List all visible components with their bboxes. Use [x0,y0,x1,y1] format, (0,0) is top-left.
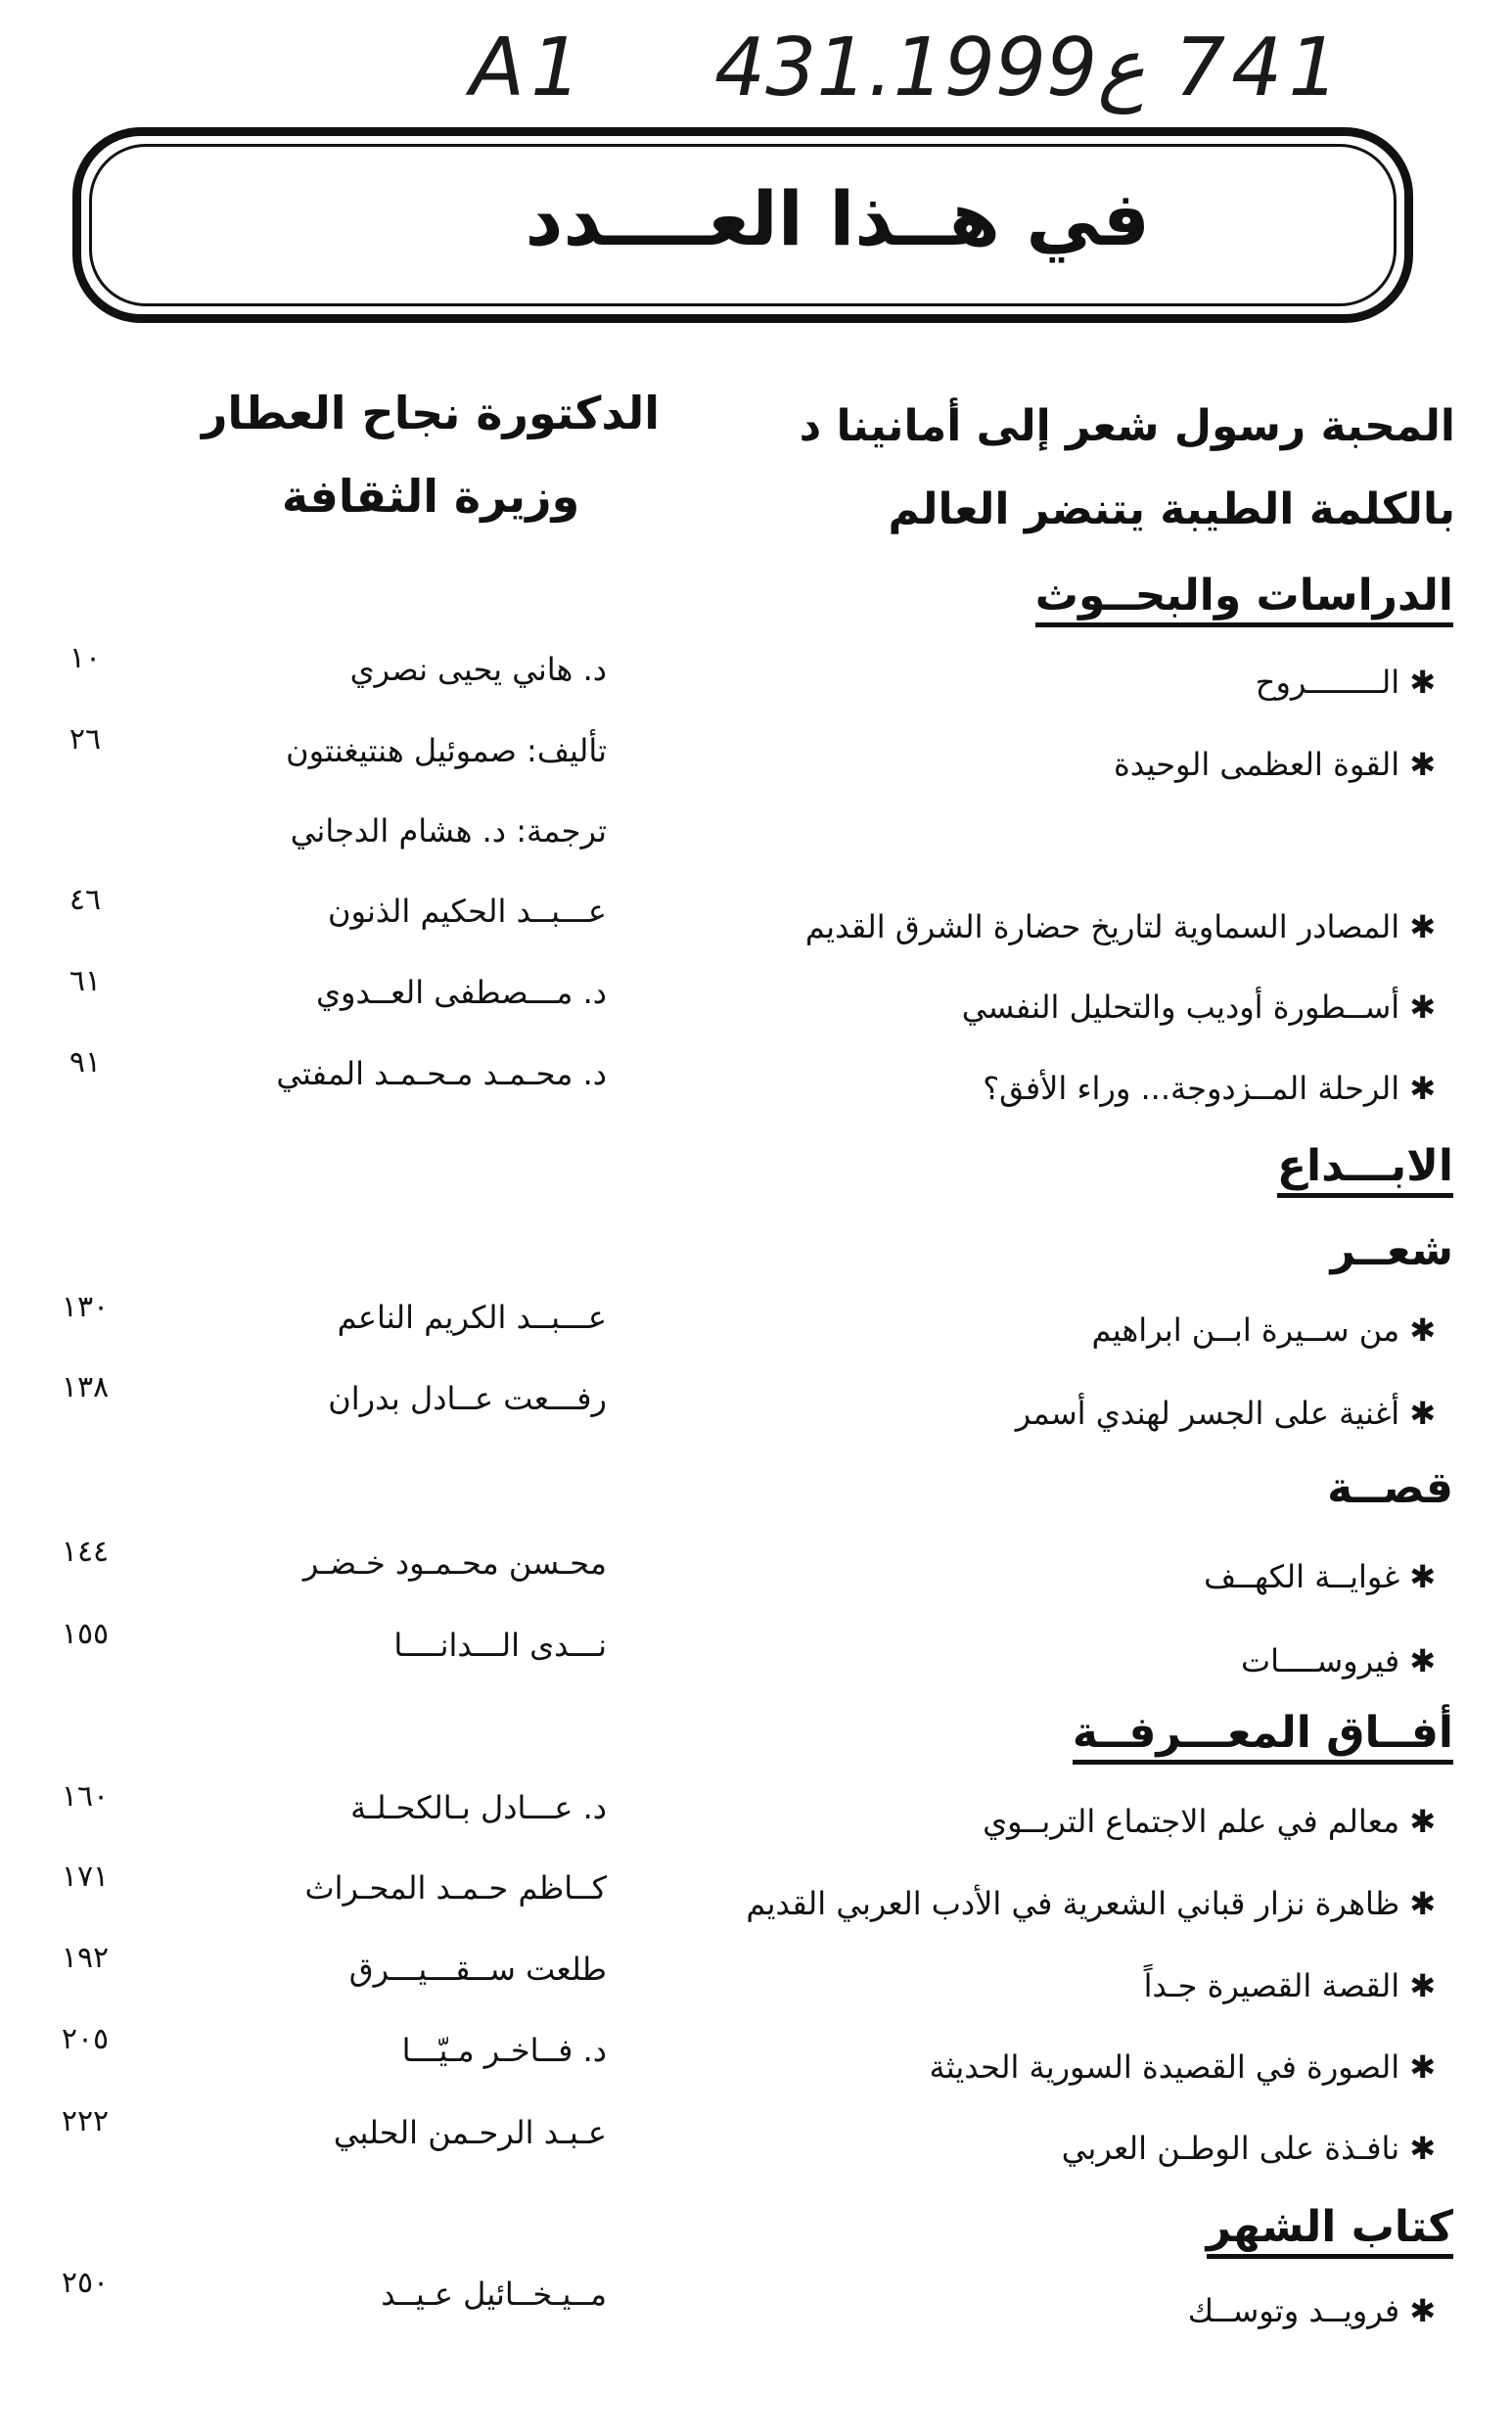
section-studies: الدراسات والبحــوث [1035,571,1453,627]
bullet-star-icon: ✱ [1409,2048,1436,2086]
entry-title-10 [1241,1642,1436,1679]
entry-author-2: تأليف: صموئيل هنتيغنتون [286,732,607,769]
entry-author-3: ترجمة: د. هشام الدجاني [290,812,607,850]
entry-title-5 [962,988,1436,1026]
entry-title-text: القوة العظمى الوحيدة [1114,746,1400,783]
handwritten-code-part-2: 431.ع1999 [714,22,1146,115]
entry-author-6: د. محـمـد مـحـمـد المفتي [276,1055,607,1092]
handwritten-catalog-code [470,22,1351,129]
bullet-star-icon: ✱ [1409,1803,1436,1840]
entry-title-4 [805,908,1436,945]
bullet-star-icon: ✱ [1409,988,1436,1026]
entry-author-15: عـبـد الرحـمن الحلبي [333,2114,607,2151]
entry-author-7: عـــبــد الكريم الناعم [337,1299,607,1336]
entry-author-14: د. فــاخـر مـيّـــا [401,2032,607,2069]
entry-title-2 [1114,746,1436,783]
section-creativity: الابـــداع [1277,1141,1453,1198]
entry-title-text: الصورة في القصيدة السورية الحديثة [929,2048,1400,2086]
entry-page-2: ٢٦ [69,722,102,757]
intro-line-2: بالكلمة الطيبة يتنضر العالم [888,484,1455,534]
entry-title-text: معالم في علم الاجتماع التربــوي [983,1803,1400,1840]
entry-title-12 [746,1885,1436,1922]
entry-title-text: فرويــد وتوســك [1187,2292,1400,2329]
bullet-star-icon: ✱ [1409,1967,1436,2004]
entry-page-1: ١٠ [69,641,102,675]
entry-page-12: ١٧١ [61,1860,110,1894]
entry-page-10: ١٥٥ [61,1617,110,1651]
entry-title-16 [1188,2292,1436,2329]
entry-page-5: ٦١ [69,964,102,998]
section-book-of-month: كتاب الشهر [1207,2202,1453,2259]
handwritten-code-part-3: 741 [1174,22,1346,115]
entry-author-5: د. مـــصطفى العــدوي [315,974,607,1011]
entry-title-text: من ســيرة ابــن ابراهيم [1091,1311,1400,1349]
entry-page-8: ١٣٨ [61,1370,110,1404]
entry-title-6 [983,1070,1436,1107]
entry-title-13 [1144,1967,1436,2004]
section-knowledge: أفــاق المعـــرفــة [1073,1708,1453,1765]
entry-title-text: أغنية على الجسر لهندي أسمر [1015,1395,1400,1432]
entry-author-12: كــاظم حـمـد المحـراث [304,1869,607,1907]
entry-title-7 [1091,1311,1436,1349]
page-title: في هــذا العــــدد [525,175,1150,262]
handwritten-code-part-1: A1 [470,22,588,115]
bullet-star-icon: ✱ [1409,1642,1436,1679]
intro-line-1: المحبة رسول شعر إلى أمانينا د [799,401,1455,451]
entry-author-16: مــيـخــائيل عـيــد [381,2275,607,2313]
entry-page-7: ١٣٠ [61,1290,110,1324]
minister-name: الدكتورة نجاح العطار [201,387,661,439]
entry-page-11: ١٦٠ [61,1779,110,1814]
entry-title-text: الرحلة المــزدوجة... وراء الأفق؟ [983,1070,1400,1107]
entry-title-text: الــــــــروح [1255,664,1400,701]
entry-page-15: ٢٢٢ [61,2104,110,2138]
entry-title-text: فيروســــات [1240,1642,1400,1679]
entry-title-11 [983,1803,1436,1840]
section-story: قصــة [1327,1463,1453,1513]
entry-title-9 [1204,1558,1436,1595]
bullet-star-icon: ✱ [1409,2130,1436,2167]
bullet-star-icon: ✱ [1409,1558,1436,1595]
entry-author-4: عـــبــد الحكيم الذنون [327,893,607,930]
bullet-star-icon: ✱ [1409,2292,1436,2329]
entry-page-13: ١٩٢ [61,1941,110,1975]
bullet-star-icon: ✱ [1409,1885,1436,1922]
header-title-box [72,127,1413,323]
entry-author-8: رفـــعت عــادل بدران [328,1380,607,1417]
entry-title-1 [1256,664,1436,701]
entry-page-14: ٢٠٥ [61,2022,110,2056]
entry-title-text: نافـذة على الوطـن العربي [1061,2130,1400,2167]
entry-title-text: القصة القصيرة جـداً [1143,1967,1400,2004]
entry-title-text: المصادر السماوية لتاريخ حضارة الشرق القديم [804,908,1400,945]
entry-author-13: طلعت ســقـــيـــرق [348,1951,607,1988]
entry-title-8 [1016,1395,1436,1432]
entry-page-9: ١٤٤ [61,1535,110,1569]
entry-title-text: ظاهرة نزار قباني الشعرية في الأدب العربي القديم [746,1885,1400,1922]
bullet-star-icon: ✱ [1409,908,1436,945]
minister-title: وزيرة الثقافة [281,470,580,523]
bullet-star-icon: ✱ [1409,746,1436,783]
entry-author-10: نـــدى الـــدانــــا [393,1627,607,1664]
bullet-star-icon: ✱ [1409,1070,1436,1107]
entry-title-15 [1062,2130,1436,2167]
entry-title-text: أســطورة أوديب والتحليل النفسي [961,988,1400,1026]
entry-title-14 [930,2048,1436,2086]
entry-author-11: د. عـــادل بـالكحـلـة [350,1789,607,1826]
entry-page-6: ٩١ [69,1045,102,1080]
entry-title-text: غوايــة الكهــف [1204,1558,1400,1595]
bullet-star-icon: ✱ [1409,1395,1436,1432]
bullet-star-icon: ✱ [1409,664,1436,701]
entry-author-9: محـسن محـمـود خـضـر [302,1544,607,1582]
entry-author-1: د. هاني يحيى نصري [349,651,607,688]
entry-page-4: ٤٦ [69,883,102,917]
entry-page-16: ٢٥٠ [61,2266,110,2300]
bullet-star-icon: ✱ [1409,1311,1436,1349]
section-poetry: شعــر [1330,1225,1453,1275]
